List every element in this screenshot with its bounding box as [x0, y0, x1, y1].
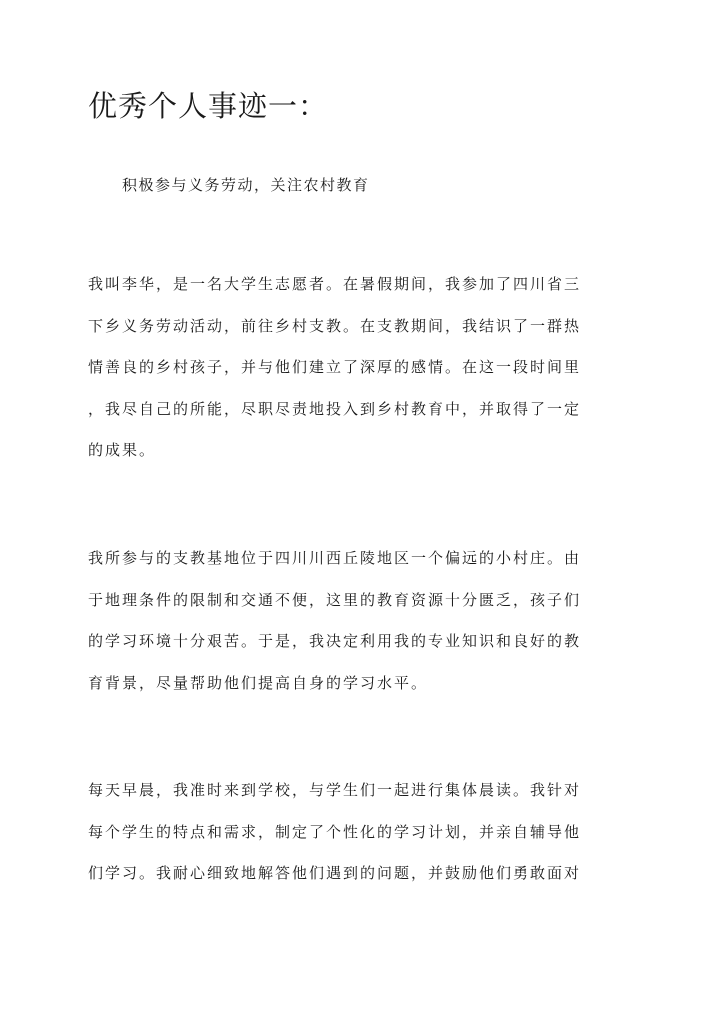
paragraph-line: 每个学生的特点和需求，制定了个性化的学习计划，并亲自辅导他 [88, 822, 582, 841]
paragraph-line: 育背景，尽量帮助他们提高自身的学习水平。 [88, 673, 429, 692]
paragraph-line: ，我尽自己的所能，尽职尽责地投入到乡村教育中，并取得了一定 [88, 399, 582, 418]
paragraph-line: 情善良的乡村孩子，并与他们建立了深厚的感情。在这一段时间里 [88, 358, 582, 376]
document-title: 优秀个人事迹一： [88, 89, 329, 123]
paragraph-line: 们学习。我耐心细致地解答他们遇到的问题，并鼓励他们勇敢面对 [88, 864, 582, 882]
paragraph-line: 下乡义务劳动活动，前往乡村支教。在支教期间，我结识了一群热 [88, 316, 582, 335]
paragraph-2 [88, 538, 633, 704]
paragraph-1 [88, 264, 633, 472]
paragraph-line: 我所参与的支教基地位于四川川西丘陵地区一个偏远的小村庄。由 [88, 549, 582, 567]
paragraph-3 [88, 770, 633, 895]
paragraph-line: 的成果。 [88, 441, 157, 459]
paragraph-line: 的学习环境十分艰苦。于是，我决定利用我的专业知识和良好的教 [88, 632, 582, 650]
paragraph-line: 于地理条件的限制和交通不便，这里的教育资源十分匮乏，孩子们 [88, 590, 582, 609]
paragraph-line: 每天早晨，我准时来到学校，与学生们一起进行集体晨读。我针对 [88, 781, 582, 799]
paragraph-line: 我叫李华，是一名大学生志愿者。在暑假期间，我参加了四川省三 [88, 275, 582, 293]
document-subtitle: 积极参与义务劳动，关注农村教育 [122, 176, 370, 194]
